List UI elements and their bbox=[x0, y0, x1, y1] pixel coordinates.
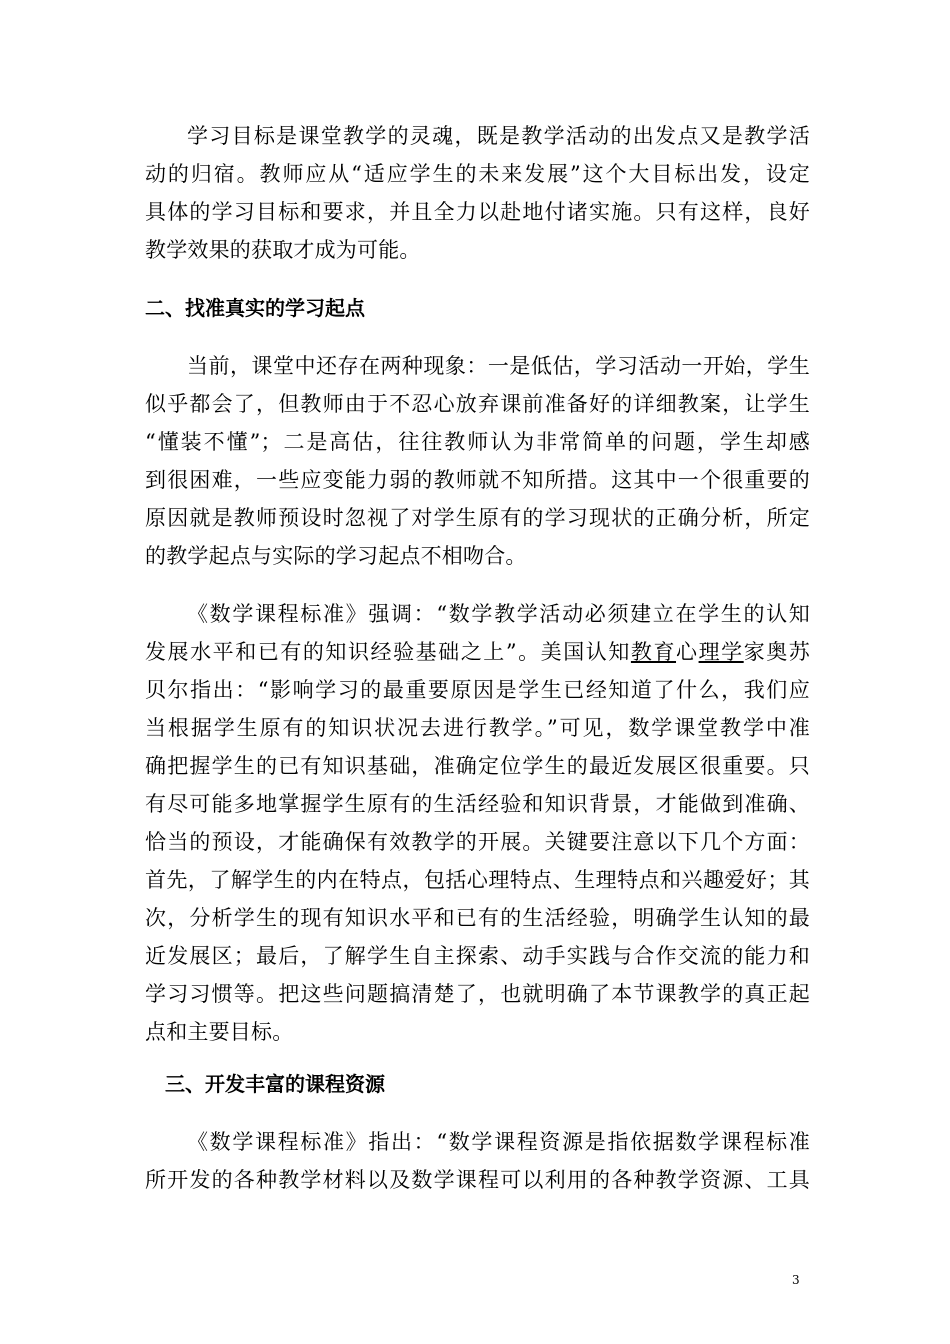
paragraph-4-line-1: 《数学课程标准》指出：“数学课程资源是指依据数学课程标准 bbox=[187, 1130, 810, 1154]
paragraph-3-line-4: 当根据学生原有的知识状况去进行教学。”可见，数学课堂教学中准 bbox=[145, 716, 810, 740]
paragraph-3-line-2-text-b: 心 bbox=[676, 640, 699, 664]
paragraph-3-line-2-text-a: 发展水平和已有的知识经验基础之上”。美国认知 bbox=[145, 640, 631, 664]
paragraph-2-line-6: 的教学起点与实际的学习起点不相吻合。 bbox=[145, 544, 527, 568]
paragraph-3-line-2 bbox=[145, 633, 810, 671]
link-jiaoyu[interactable]: 教育 bbox=[630, 640, 677, 664]
paragraph-2-line-1: 当前，课堂中还存在两种现象：一是低估，学习活动一开始，学生 bbox=[187, 354, 810, 378]
paragraph-2-line-4: 到很困难，一些应变能力弱的教师就不知所措。这其中一个很重要的 bbox=[145, 468, 810, 492]
paragraph-1-line-3: 具体的学习目标和要求，并且全力以赴地付诸实施。只有这样，良好 bbox=[145, 200, 810, 224]
paragraph-4-line-2: 所开发的各种教学材料以及数学课程可以利用的各种教学资源、工具 bbox=[145, 1168, 810, 1192]
paragraph-3-line-6: 有尽可能多地掌握学生原有的生活经验和知识背景，才能做到准确、 bbox=[145, 792, 810, 816]
page-number: 3 bbox=[792, 1273, 800, 1287]
paragraph-3-line-2-text-c: 家奥苏 bbox=[743, 640, 810, 664]
paragraph-3-line-7: 恰当的预设，才能确保有效教学的开展。关键要注意以下几个方面： bbox=[145, 830, 810, 854]
paragraph-3-line-8: 首先，了解学生的内在特点，包括心理特点、生理特点和兴趣爱好；其 bbox=[145, 868, 810, 892]
paragraph-3-line-12: 点和主要目标。 bbox=[145, 1020, 294, 1044]
paragraph-2-line-2: 似乎都会了，但教师由于不忍心放弃课前准备好的详细教案，让学生 bbox=[145, 392, 810, 416]
paragraph-3-line-1: 《数学课程标准》强调：“数学教学活动必须建立在学生的认知 bbox=[187, 602, 810, 626]
paragraph-1-line-2: 动的归宿。教师应从“适应学生的未来发展”这个大目标出发，设定 bbox=[145, 162, 810, 186]
section-heading-2: 二、找准真实的学习起点 bbox=[145, 296, 365, 320]
paragraph-3-line-10: 近发展区；最后，了解学生自主探索、动手实践与合作交流的能力和 bbox=[145, 944, 810, 968]
paragraph-1-line-4: 教学效果的获取才成为可能。 bbox=[145, 238, 421, 262]
paragraph-3-line-11: 学习习惯等。把这些问题搞清楚了，也就明确了本节课教学的真正起 bbox=[145, 982, 810, 1006]
paragraph-2-line-3: “懂装不懂”；二是高估，往往教师认为非常简单的问题，学生却感 bbox=[145, 430, 810, 454]
paragraph-3-line-3: 贝尔指出：“影响学习的最重要原因是学生已经知道了什么，我们应 bbox=[145, 678, 810, 702]
paragraph-3-line-5: 确把握学生的已有知识基础，准确定位学生的最近发展区很重要。只 bbox=[145, 754, 810, 778]
link-lixue[interactable]: 理学 bbox=[698, 640, 744, 664]
section-heading-3: 三、开发丰富的课程资源 bbox=[165, 1072, 385, 1096]
paragraph-2-line-5: 原因就是教师预设时忽视了对学生原有的学习现状的正确分析，所定 bbox=[145, 506, 810, 530]
paragraph-1-line-1: 学习目标是课堂教学的灵魂，既是教学活动的出发点又是教学活 bbox=[187, 124, 810, 148]
paragraph-3-line-9: 次，分析学生的现有知识水平和已有的生活经验，明确学生认知的最 bbox=[145, 906, 810, 930]
